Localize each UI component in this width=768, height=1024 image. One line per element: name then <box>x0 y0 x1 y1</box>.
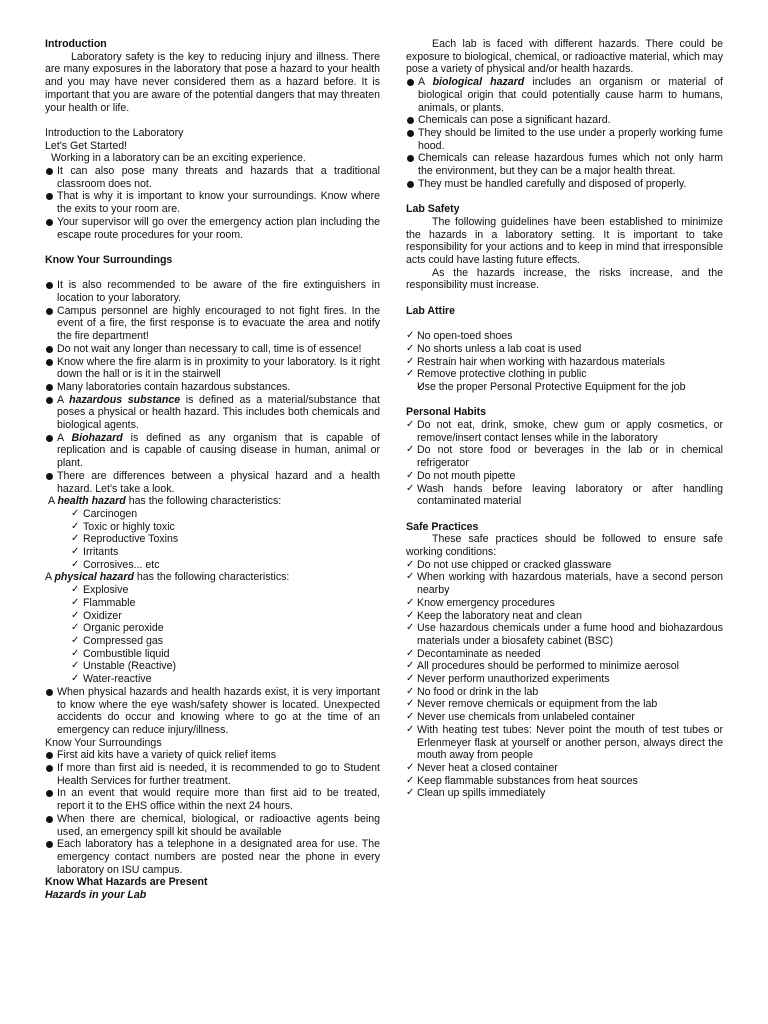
list-item: ✓ Restrain hair when working with hazardous materials <box>406 356 723 369</box>
list-item: When physical hazards and health hazards exist, it is very important to know where the eye wash/safety shower is located. Unexpected accidents do occur and knowing where to go at the time of an emergency can reduce injury/illness. <box>45 686 380 737</box>
lab-safety-paragraph: The following guidelines have been established to minimize the hazards in a laboratory setting. It is important to take responsibility for your actions and to keep in mind that irresponsible acts could have lasting future effects. <box>406 215 723 266</box>
lab-safety-heading: Lab Safety <box>406 203 460 216</box>
exciting-text: Working in a laboratory can be an exciting experience. <box>51 152 306 165</box>
list-item: ✓ Do not use chipped or cracked glassware <box>406 559 723 572</box>
each-lab-paragraph: Each lab is faced with different hazards. There could be exposure to biological, chemical, or radioactive material, which may pose a variety of physical and/or health hazards. <box>406 38 723 76</box>
list-item: ✓ Keep the laboratory neat and clean <box>406 610 723 623</box>
list-item: There are differences between a physical hazard and a health hazard. Let's take a look. <box>45 470 380 495</box>
list-item: Know where the fire alarm is in proximity to your laboratory. Is it right down the hall or is it in the stairwell <box>45 356 380 381</box>
list-item: Chemicals can release hazardous fumes which not only harm the environment, but they can be a major health threat. <box>406 152 723 177</box>
left-column <box>45 38 380 902</box>
safe-practices-list <box>406 559 723 800</box>
introduction-heading: Introduction <box>45 38 107 50</box>
lab-attire-heading: Lab Attire <box>406 304 456 317</box>
list-item: ✓ Water-reactive <box>45 673 380 686</box>
know-hazards-heading: Know What Hazards are Present <box>45 876 208 889</box>
list-item: Each laboratory has a telephone in a designated area for use. The emergency contact numbers are posted near the phone in every laboratory on ISU campus. <box>45 838 380 876</box>
list-item: ✓ Oxidizer <box>45 610 380 623</box>
lab-attire-list <box>406 330 723 394</box>
list-item: ✓ Know emergency procedures <box>406 597 723 610</box>
hazards-in-lab-heading: Hazards in your Lab <box>45 889 147 902</box>
list-item: First aid kits have a variety of quick relief items <box>45 749 380 762</box>
list-item: Chemicals can pose a significant hazard. <box>406 114 723 127</box>
eyewash-bullet-list <box>45 686 380 737</box>
list-item: Your supervisor will go over the emergency action plan including the escape route procedures for your room. <box>45 216 380 241</box>
biological-hazard-definition: A biological hazard includes an organism or material of biological origin that could potentially cause harm to humans, animals, or plants. <box>406 76 723 114</box>
list-item: ✓ Clean up spills immediately <box>406 787 723 800</box>
surroundings-heading: Know Your Surroundings <box>45 253 173 266</box>
list-item: Campus personnel are highly encouraged to not fight fires. In the event of a fire, the first response is to evacuate the area and notify the fire department! <box>45 305 380 343</box>
first-aid-bullet-list <box>45 749 380 876</box>
safe-practices-intro: These safe practices should be followed to ensure safe working conditions: <box>406 533 723 559</box>
list-item: ✓ Use the proper Personal Protective Equipment for the job <box>406 381 723 394</box>
list-item: ✓ Never use chemicals from unlabeled container <box>406 711 723 724</box>
list-item: They must be handled carefully and disposed of properly. <box>406 178 723 191</box>
health-hazard-intro: A health hazard has the following characteristics: <box>48 495 282 508</box>
list-item: Many laboratories contain hazardous substances. <box>45 381 380 394</box>
introduction-paragraph: Laboratory safety is the key to reducing injury and illness. There are many exposures in the laboratory that pose a hazard to your health and you may have never considered them as a hazard before. It is important that you are aware of the potential dangers that may threaten your health or life. <box>45 50 380 114</box>
list-item: When there are chemical, biological, or radioactive agents being used, an emergency spill kit should be available <box>45 813 380 838</box>
list-item: ✓ Remove protective clothing in public <box>406 368 723 381</box>
list-item: ✓ Do not store food or beverages in the lab or in chemical refrigerator <box>406 444 723 469</box>
list-item: ✓ Unstable (Reactive) <box>45 660 380 673</box>
list-item: ✓ Do not eat, drink, smoke, chew gum or apply cosmetics, or remove/insert contact lenses while in the laboratory <box>406 419 723 444</box>
health-hazard-list <box>45 508 380 572</box>
lab-safety-paragraph-2: As the hazards increase, the risks increase, and the responsibility must increase. <box>406 266 723 292</box>
right-column <box>406 38 723 800</box>
list-item: ✓ Decontaminate as needed <box>406 648 723 661</box>
list-item: In an event that would require more than first aid to be treated, report it to the EHS office within the next 24 hours. <box>45 787 380 812</box>
list-item: ✓ Wash hands before leaving laboratory or after handling contaminated material <box>406 483 723 508</box>
list-item: ✓ Irritants <box>45 546 380 559</box>
list-item: If more than first aid is needed, it is recommended to go to Student Health Services for further treatment. <box>45 762 380 787</box>
list-item: ✓ Use hazardous chemicals under a fume hood and biohazardous materials under a biosafety cabinet (BSC) <box>406 622 723 647</box>
list-item: ✓ Carcinogen <box>45 508 380 521</box>
list-item: ✓ Never remove chemicals or equipment from the lab <box>406 698 723 711</box>
safe-practices-heading: Safe Practices <box>406 520 479 533</box>
surroundings-bullet-list <box>45 279 380 495</box>
list-item: ✓ Flammable <box>45 597 380 610</box>
list-item: ✓ Do not mouth pipette <box>406 470 723 483</box>
list-item: It can also pose many threats and hazards that a traditional classroom does not. <box>45 165 380 190</box>
list-item: ✓ No food or drink in the lab <box>406 686 723 699</box>
get-started-text: Let's Get Started! <box>45 139 128 152</box>
list-item: ✓ All procedures should be performed to minimize aerosol <box>406 660 723 673</box>
list-item: ✓ When working with hazardous materials, have a second person nearby <box>406 571 723 596</box>
list-item: Do not wait any longer than necessary to call, time is of essence! <box>45 343 380 356</box>
intro-lab-heading: Introduction to the Laboratory <box>45 126 184 139</box>
list-item: ✓ Keep flammable substances from heat sources <box>406 775 723 788</box>
list-item: ✓ Reproductive Toxins <box>45 533 380 546</box>
intro-bullet-list <box>45 165 380 241</box>
list-item: It is also recommended to be aware of the fire extinguishers in location to your laboratory. <box>45 279 380 304</box>
list-item: ✓ Never heat a closed container <box>406 762 723 775</box>
list-item: ✓ Organic peroxide <box>45 622 380 635</box>
list-item: ✓ Toxic or highly toxic <box>45 521 380 534</box>
list-item: ✓ Explosive <box>45 584 380 597</box>
chemical-bullet-list <box>406 76 723 190</box>
list-item: ✓ Combustible liquid <box>45 648 380 661</box>
biohazard-definition: A Biohazard is defined as any organism that is capable of replication and is capable of causing disease in human, animal or plant. <box>45 432 380 470</box>
physical-hazard-intro: A physical hazard has the following characteristics: <box>45 571 290 584</box>
list-item: ✓ Never perform unauthorized experiments <box>406 673 723 686</box>
list-item: ✓ No open-toed shoes <box>406 330 723 343</box>
personal-habits-heading: Personal Habits <box>406 406 487 419</box>
list-item: ✓ With heating test tubes: Never point the mouth of test tubes or Erlenmeyer flask at yourself or another person, always direct the mouth away from people <box>406 724 723 762</box>
list-item: They should be limited to the use under a properly working fume hood. <box>406 127 723 152</box>
physical-hazard-list <box>45 584 380 686</box>
hazardous-substance-definition: A hazardous substance is defined as a material/substance that poses a physical or health hazard. This includes both chemicals and biological agents. <box>45 394 380 432</box>
list-item: ✓ No shorts unless a lab coat is used <box>406 343 723 356</box>
list-item: ✓ Compressed gas <box>45 635 380 648</box>
personal-habits-list <box>406 419 723 508</box>
surroundings-subheading: Know Your Surroundings <box>45 736 162 749</box>
list-item: ✓ Corrosives... etc <box>45 559 380 572</box>
list-item: That is why it is important to know your surroundings. Know where the exits to your room are. <box>45 190 380 215</box>
